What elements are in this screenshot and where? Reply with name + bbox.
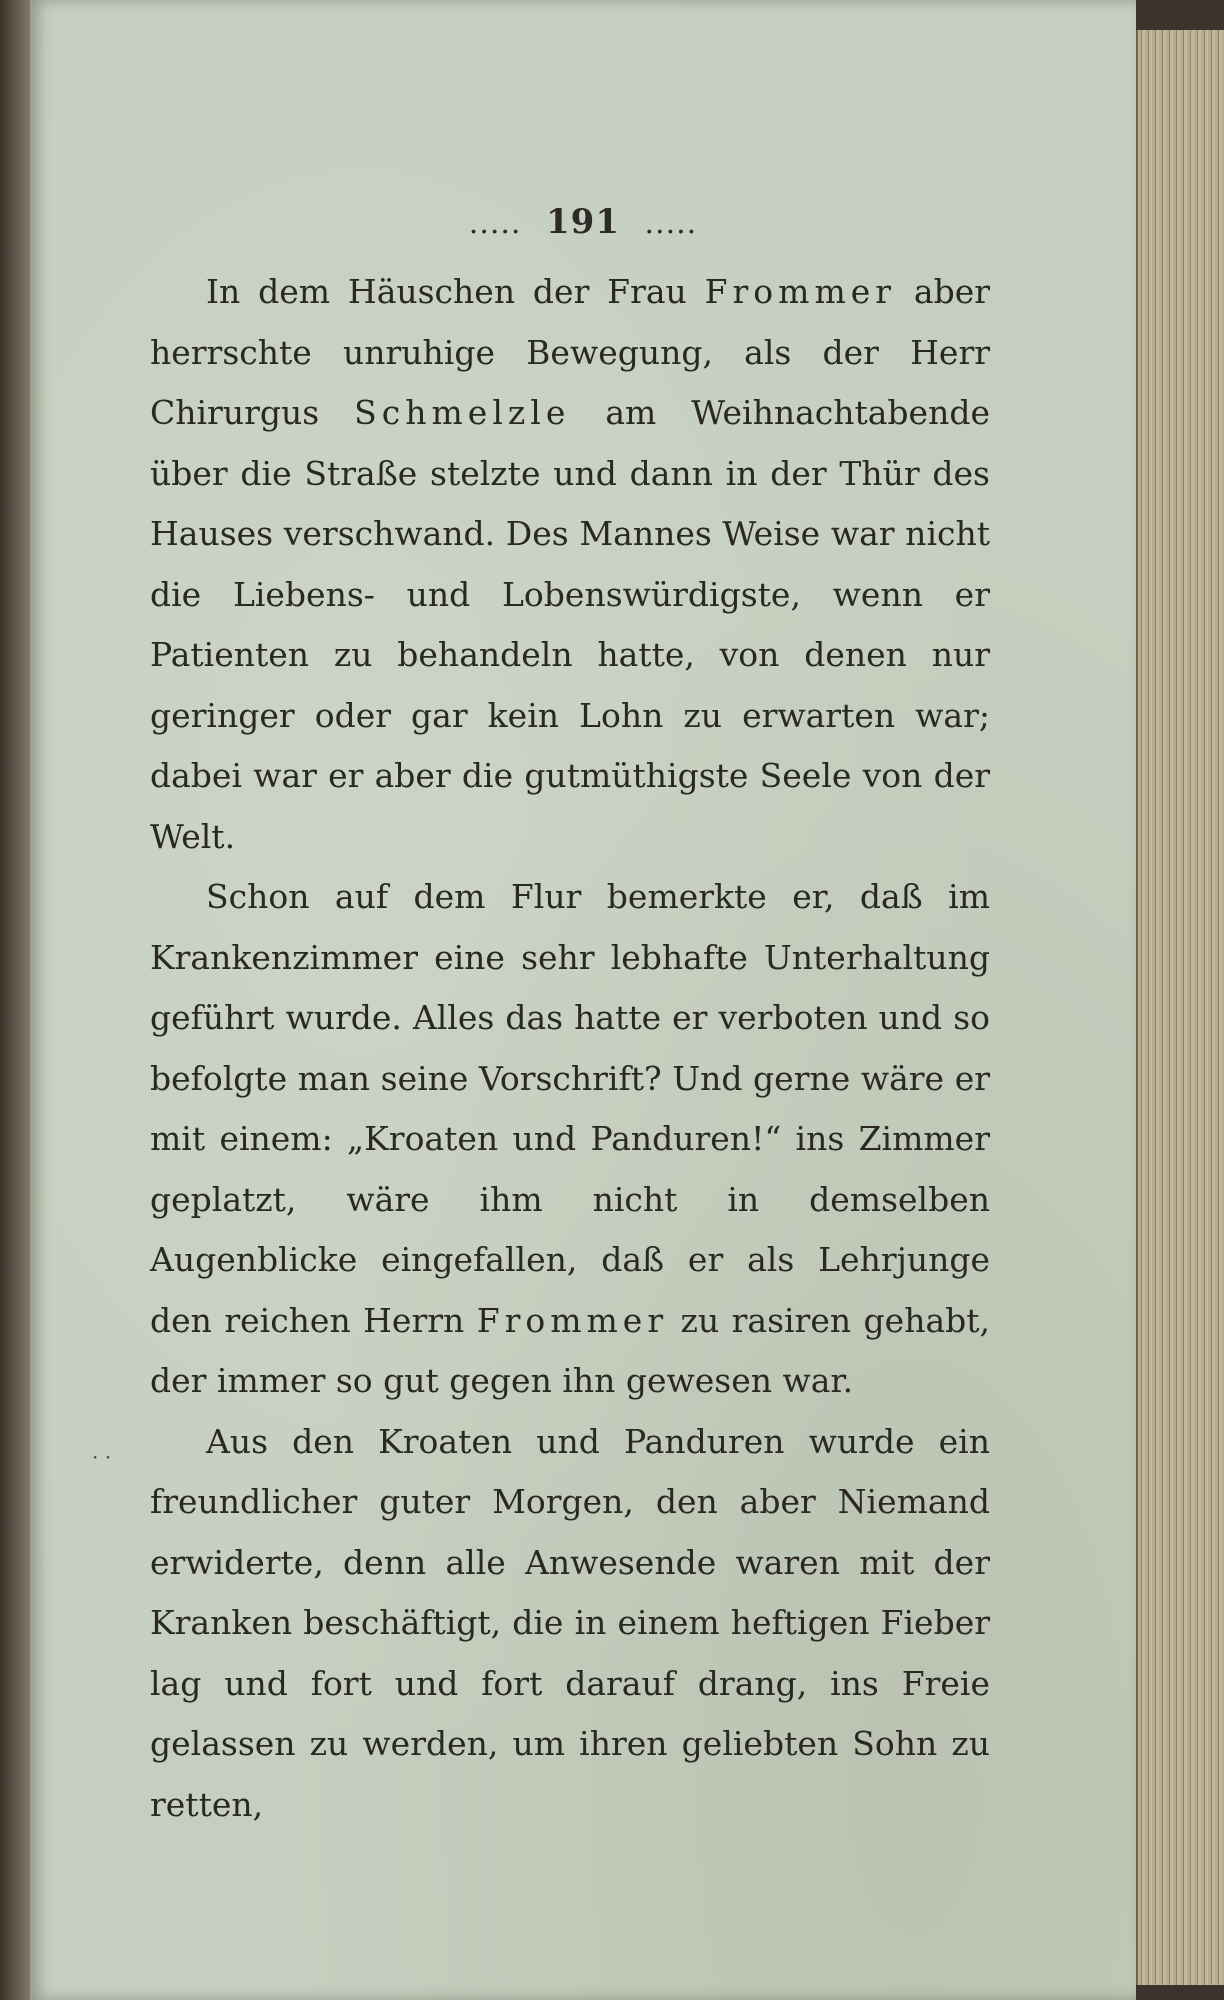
header-dots-right: .....	[633, 206, 698, 241]
body-text	[150, 262, 990, 1835]
paragraph-2-part-1: Schon auf dem Flur bemerkte er, daß im Krankenzimmer eine sehr lebhafte Unterhaltung geführt wurde. Alles das hatte er verboten und so befolgte man seine Vorschrift? Und gerne wäre er mit einem: „Kroaten und Panduren!“ ins Zimmer geplatzt, wäre ihm nicht in demselben Augenblicke eingefallen, daß er als Lehrjunge den reichen Herrn	[150, 877, 990, 1340]
name-frommer: Frommer	[476, 1300, 669, 1340]
paragraph-2	[150, 867, 990, 1412]
paragraph-2-part-2: zu rasiren gehabt, der immer so gut gegen ihn gewesen war.	[150, 1300, 990, 1400]
page-edges	[1136, 30, 1224, 1985]
paragraph-3	[150, 1412, 990, 1836]
book-cover-top	[1136, 0, 1224, 30]
paragraph-1-part-1: In dem Häuschen der Frau	[206, 272, 705, 311]
name-schmelzle: Schmelzle	[354, 393, 571, 432]
paragraph-1-part-2: aber herrschte unruhige Bewegung, als der Herr Chirurgus	[150, 272, 991, 432]
page-header	[30, 202, 1136, 242]
name-frommer: Frommer	[704, 272, 897, 311]
paragraph-1-part-3: am Weihnachtabende über die Straße stelzte und dann in der Thür des Hauses verschwand. Des Mannes Weise war nicht die Liebens- und Lobenswürdigste, wenn er Patienten zu behandeln hatte, von denen nur geringer oder gar kein Lohn zu erwarten war; dabei war er aber die gutmüthigste Seele von der Welt.	[150, 393, 990, 856]
book-cover-bottom	[1136, 1985, 1224, 2000]
book-spine-edge	[0, 0, 30, 2000]
header-dots-left: .....	[468, 206, 532, 241]
page-number: 191	[546, 202, 620, 242]
paragraph-1	[150, 262, 990, 867]
paragraph-3-part-1: Aus den Kroaten und Panduren wurde ein freundlicher guter Morgen, den aber Niemand erwiderte, denn alle Anwesende waren mit der Kranken beschäftigt, die in einem heftigen Fieber lag und fort und fort darauf drang, ins Freie gelassen zu werden, um ihren geliebten Sohn zu retten,	[150, 1421, 990, 1824]
margin-dot-mark: · ·	[92, 1445, 112, 1469]
